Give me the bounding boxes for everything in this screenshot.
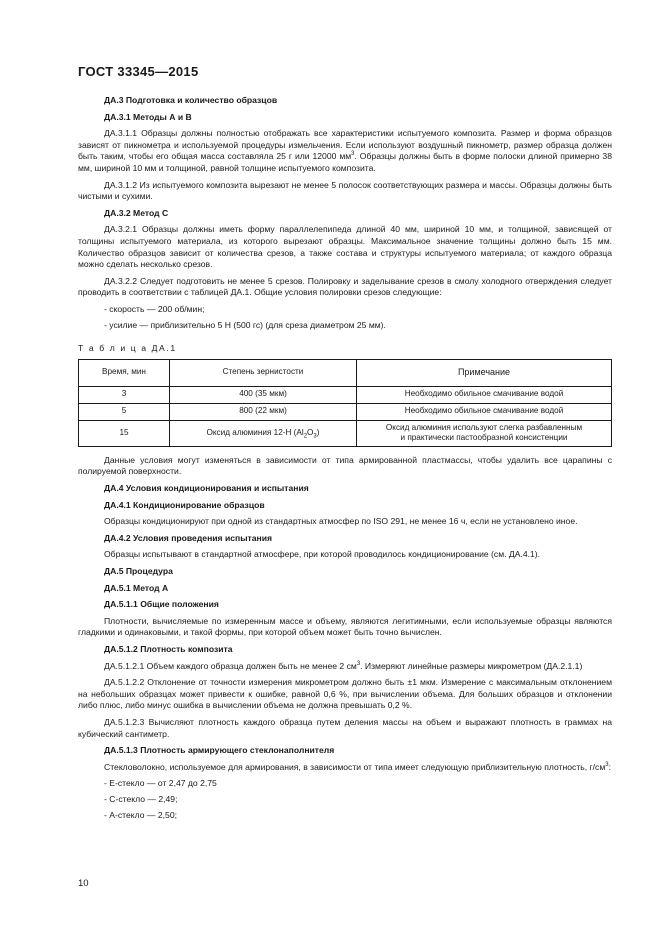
- section-heading-da4: ДА.4 Условия кондиционирования и испытания: [104, 483, 309, 494]
- page-number: 10: [78, 878, 89, 889]
- section-heading-da32: ДА.3.2 Метод С: [104, 207, 169, 218]
- table-row: [79, 386, 612, 403]
- cell-time: 15: [79, 420, 170, 446]
- paragraph-text: Стекловолокно, используемое для армирования, в зависимости от типа имеет следующую приблизительную плотность, г/см: [104, 761, 606, 772]
- table-caption: Т а б л и ц а ДА.1: [78, 343, 177, 354]
- paragraph-text: ДА.3.1.1 Образцы должны полностью отображать все характеристики испытуемого композита. Размер и форма образцов зависят от пикнометра и используемой процедуры измельчения. Если используют воздушный пикнометр, размер образца должен быть таким, чтобы его общая масса составляла 25 г или 12000 мм: [78, 128, 612, 162]
- cell-grain: [170, 420, 357, 446]
- list-item-speed: - скорость — 200 об/мин;: [104, 303, 205, 314]
- cell-time: 3: [79, 386, 170, 403]
- subscript: 2: [303, 433, 308, 440]
- section-heading-da5: ДА.5 Процедура: [104, 566, 173, 577]
- document-body: [78, 95, 612, 825]
- table-row: [79, 420, 612, 446]
- section-heading-da51: ДА.5.1 Метод А: [104, 582, 169, 593]
- superscript: 3: [605, 761, 609, 768]
- section-heading-da42: ДА.4.2 Условия проведения испытания: [104, 532, 273, 543]
- paragraph-text: ДА.5.1.2.1 Объем каждого образца должен быть не менее 2 см: [104, 660, 357, 671]
- cell-text: и практически пастообразной консистенции: [400, 433, 568, 443]
- cell-text: O: [307, 427, 314, 437]
- paragraph-da511: Плотности, вычисляемые по измеренным массе и объему, являются легитимными, если используемые образцы являются гладкими и одинаковыми, и такой формы, при которой объем может быть точно вычислен.: [78, 615, 612, 638]
- section-heading-da41: ДА.4.1 Кондиционирование образцов: [104, 499, 265, 510]
- subscript: 3: [313, 433, 317, 440]
- section-heading-da31: ДА.3.1 Методы А и В: [104, 111, 192, 122]
- paragraph-da312: ДА.3.1.2 Из испытуемого композита вырезают не менее 5 полосок соответствующих размера и массы. Образцы должны быть чистыми и сухими.: [78, 179, 612, 202]
- paragraph-conditions: Данные условия могут изменяться в зависимости от типа армированной пластмассы, чтобы удалить все царапины с полируемой поверхности.: [78, 454, 612, 477]
- cell-note: [357, 420, 612, 446]
- list-item-c-glass: - С-стекло — 2,49;: [104, 793, 178, 804]
- cell-time: 5: [79, 403, 170, 420]
- paragraph-da41: Образцы кондиционируют при одной из стандартных атмосфер по ISO 291, не менее 16 ч, если не установлено иное.: [104, 516, 578, 527]
- section-heading-da3: ДА.3 Подготовка и количество образцов: [104, 95, 278, 105]
- cell-text: Оксид алюминия используют слегка разбавленным: [385, 422, 583, 432]
- list-item-force: - усилие — приблизительно 5 Н (500 гс) (для среза диаметром 25 мм).: [104, 319, 386, 330]
- paragraph-da5122: ДА.5.1.2.2 Отклонение от точности измерения микрометром должно быть ±1 мкм. Измерение с максимальным отклонением на небольших образцах может привести к ошибке, равной 0,6 %, при вычислении объема. Для больших образцов и отклонении либо плюс, либо минус ошибка в вычислении объема не должна превышать 0,2 %.: [78, 677, 612, 711]
- cell-grain: 400 (35 мкм): [170, 386, 357, 403]
- document-header: ГОСТ 33345—2015: [78, 64, 199, 79]
- table-row: [79, 403, 612, 420]
- paragraph-da321: ДА.3.2.1 Образцы должны иметь форму параллелепипеда длиной 40 мм, шириной 10 мм, и толщиной, зависящей от толщины испытуемого материала, из которого вырезают образцы. Максимальное значение толщины должно быть 15 мм. Количество образцов зависит от количества срезов, а также состава и структуры испытуемого материала; от каждого образца можно сделать несколько срезов.: [78, 224, 612, 270]
- superscript: 3: [356, 660, 361, 667]
- paragraph-da322: ДА.3.2.2 Следует подготовить не менее 5 срезов. Полировку и заделывание срезов в смолу холодного отверждения следует проводить в соответствии с таблицей ДА.1. Общие условия полировки срезов следующие:: [78, 275, 612, 298]
- paragraph-glass-density: [78, 762, 612, 774]
- column-header-note: Примечание: [357, 359, 612, 386]
- paragraph-da5121: [78, 661, 612, 673]
- section-heading-da513: ДА.5.1.3 Плотность армирующего стеклонаполнителя: [104, 745, 335, 756]
- section-heading-da511: ДА.5.1.1 Общие положения: [104, 599, 219, 610]
- section-heading-da512: ДА.5.1.2 Плотность композита: [104, 644, 233, 654]
- paragraph-text: . Измеряют линейные размеры микрометром (ДА.2.1.1): [360, 660, 583, 671]
- paragraph-text: :: [608, 761, 611, 772]
- paragraph-text: . Образцы должны быть в форме полоски длиной примерно 38 мм, шириной 10 мм и толщиной, равной толщине испытуемого композита.: [78, 151, 612, 173]
- column-header-time: Время, мин: [79, 359, 170, 386]
- list-item-a-glass: - А-стекло — 2,50;: [104, 809, 177, 820]
- paragraph-da42: Образцы испытывают в стандартной атмосфере, при которой проводилось кондиционирование (см. ДА.4.1).: [104, 549, 541, 560]
- cell-grain: 800 (22 мкм): [170, 403, 357, 420]
- cell-note: Необходимо обильное смачивание водой: [357, 403, 612, 420]
- list-item-e-glass: - Е-стекло — от 2,47 до 2,75: [104, 778, 217, 789]
- cell-note: Необходимо обильное смачивание водой: [357, 386, 612, 403]
- cell-text: Оксид алюминия 12-Н (Al: [206, 427, 304, 437]
- polishing-table: [78, 359, 612, 447]
- paragraph-da5123: ДА.5.1.2.3 Вычисляют плотность каждого образца путем деления массы на объем и выражают плотность в граммах на кубический сантиметр.: [78, 716, 612, 739]
- superscript: 3: [351, 151, 355, 158]
- paragraph-da311: [78, 128, 612, 174]
- table-header-row: [79, 359, 612, 386]
- column-header-grain: Степень зернистости: [170, 359, 357, 386]
- cell-text: ): [316, 427, 320, 437]
